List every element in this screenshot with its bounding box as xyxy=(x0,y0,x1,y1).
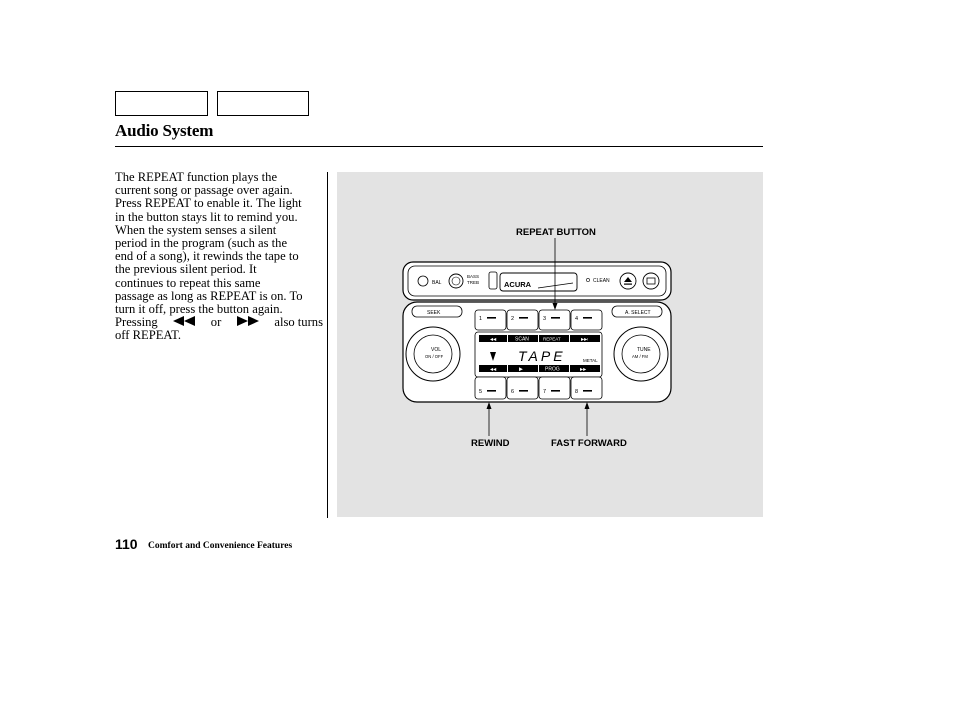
treb-label: TREB xyxy=(467,280,480,285)
page-number: 110 xyxy=(115,536,138,552)
svg-text:8: 8 xyxy=(575,389,579,395)
bal-label: BAL xyxy=(432,280,442,286)
or-word: or xyxy=(210,315,222,330)
body-line: current song or passage over again. xyxy=(115,183,293,198)
tape-button xyxy=(643,273,659,289)
rewind-icon xyxy=(172,316,196,326)
svg-text:◀◀: ◀◀ xyxy=(490,336,497,342)
vol-label: VOL xyxy=(431,347,442,353)
svg-text:5: 5 xyxy=(479,389,483,395)
svg-text:2: 2 xyxy=(511,316,515,322)
metal-label: METAL xyxy=(583,358,598,363)
svg-text:4: 4 xyxy=(575,316,579,322)
svg-text:6: 6 xyxy=(511,389,515,395)
pressing-word: Pressing xyxy=(115,315,158,330)
svg-text:▶▶I: ▶▶I xyxy=(581,336,589,342)
repeat-label: REPEAT xyxy=(543,336,561,342)
svg-text:◀◀: ◀◀ xyxy=(490,366,497,372)
body-line: the previous silent period. It xyxy=(115,262,257,277)
on-off-label: ON / OFF xyxy=(425,354,444,359)
ff-callout-arrow xyxy=(585,402,590,409)
body-text xyxy=(115,171,323,343)
bass-treb-knob xyxy=(449,274,463,288)
cassette-button xyxy=(489,272,497,289)
fast-forward-icon xyxy=(236,316,260,326)
prog-label: PROG xyxy=(545,366,560,373)
column-divider xyxy=(327,172,328,518)
body-line: period in the program (such as the xyxy=(115,236,288,251)
brand-label: ACURA xyxy=(504,280,532,289)
body-line: Press REPEAT to enable it. The light xyxy=(115,196,302,211)
body-line: The REPEAT function plays the xyxy=(115,170,278,184)
scan-label: SCAN xyxy=(515,336,529,343)
clean-label: CLEAN xyxy=(593,278,610,284)
bal-knob xyxy=(418,276,428,286)
header-tab-box-1 xyxy=(115,91,208,116)
a-select-label: A. SELECT xyxy=(625,310,651,316)
svg-text:7: 7 xyxy=(543,389,547,395)
radio-drawing xyxy=(337,172,763,517)
am-fm-label: AM / FM xyxy=(632,354,648,359)
bass-label: BASS xyxy=(467,274,480,279)
body-line: in the button stays lit to remind you. xyxy=(115,209,298,224)
title-rule xyxy=(115,146,763,147)
svg-text:▶▶: ▶▶ xyxy=(580,366,587,372)
body-line: end of a song), it rewinds the tape to xyxy=(115,249,299,264)
rewind-callout: REWIND xyxy=(471,438,510,449)
repeat-button-callout: REPEAT BUTTON xyxy=(516,227,596,238)
header-tab-box-2 xyxy=(217,91,309,116)
body-line: When the system senses a silent xyxy=(115,222,277,237)
fast-forward-callout: FAST FORWARD xyxy=(551,438,627,449)
body-line: turn it off, press the button again. xyxy=(115,302,283,317)
section-title: Comfort and Convenience Features xyxy=(148,541,293,551)
rewind-callout-arrow xyxy=(487,402,492,409)
body-line: continues to repeat this same xyxy=(115,275,261,290)
radio-illustration xyxy=(337,172,763,517)
seek-label: SEEK xyxy=(427,310,441,316)
also-turns-word: also turns xyxy=(274,315,323,330)
page-title: Audio System xyxy=(115,121,214,140)
body-line: off REPEAT. xyxy=(115,328,181,343)
svg-text:▶: ▶ xyxy=(519,366,523,373)
svg-text:3: 3 xyxy=(543,316,547,322)
body-line: passage as long as REPEAT is on. To xyxy=(115,288,303,303)
svg-text:1: 1 xyxy=(479,316,483,322)
tune-label: TUNE xyxy=(637,347,651,353)
display-text: TAPE xyxy=(518,348,566,364)
